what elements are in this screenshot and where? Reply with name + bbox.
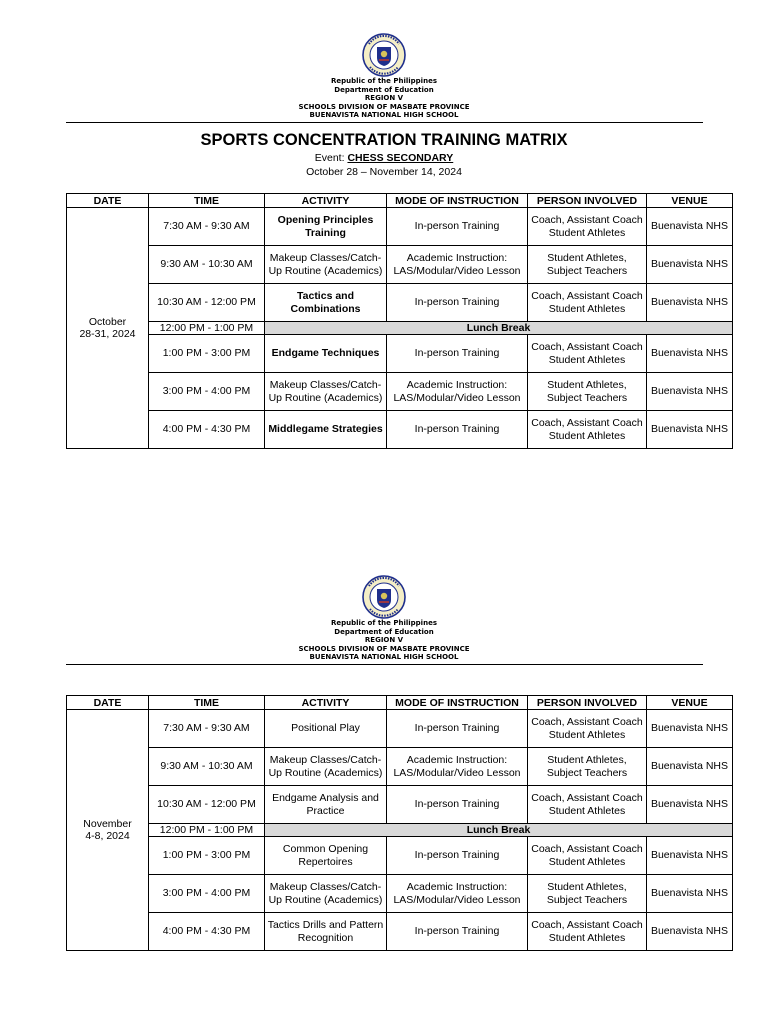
- table-row: [67, 748, 733, 786]
- column-header-time: TIME: [149, 194, 265, 208]
- activity-cell: Makeup Classes/Catch-Up Routine (Academics): [265, 748, 387, 786]
- venue-cell: Buenavista NHS: [647, 373, 733, 411]
- column-header-date: DATE: [67, 696, 149, 710]
- column-header-mode: MODE OF INSTRUCTION: [387, 194, 528, 208]
- time-cell: 1:00 PM - 3:00 PM: [149, 837, 265, 875]
- persons-cell: Coach, Assistant Coach Student Athletes: [528, 284, 647, 322]
- letterhead-line: Department of Education: [334, 85, 434, 94]
- letterhead-line: Republic of the Philippines: [331, 619, 437, 627]
- venue-cell: Buenavista NHS: [647, 913, 733, 951]
- event-label: Event:: [314, 152, 345, 164]
- mode-cell: In-person Training: [387, 208, 528, 246]
- table-row: [67, 246, 733, 284]
- date-line: 4-8, 2024: [85, 830, 130, 842]
- date-cell: [67, 208, 149, 449]
- activity-cell: Positional Play: [265, 710, 387, 748]
- time-cell: 1:00 PM - 3:00 PM: [149, 335, 265, 373]
- mode-cell: In-person Training: [387, 284, 528, 322]
- time-cell: 7:30 AM - 9:30 AM: [149, 208, 265, 246]
- column-header-persons: PERSON INVOLVED: [528, 696, 647, 710]
- mode-cell: In-person Training: [387, 837, 528, 875]
- mode-cell: In-person Training: [387, 710, 528, 748]
- column-header-venue: VENUE: [647, 696, 733, 710]
- letterhead-line: REGION V: [364, 636, 404, 644]
- column-header-activity: ACTIVITY: [265, 194, 387, 208]
- mode-cell: Academic Instruction: LAS/Modular/Video Lesson: [387, 748, 528, 786]
- activity-cell: Makeup Classes/Catch-Up Routine (Academics): [265, 373, 387, 411]
- letterhead-lines: [0, 77, 768, 120]
- training-matrix-table: [66, 193, 733, 449]
- table-row: [67, 208, 733, 246]
- deped-seal-icon: [360, 574, 408, 620]
- header-divider: [66, 664, 703, 665]
- persons-cell: Coach, Assistant Coach Student Athletes: [528, 710, 647, 748]
- table-row: [67, 373, 733, 411]
- table-row: [67, 335, 733, 373]
- table-row: [67, 710, 733, 748]
- venue-cell: Buenavista NHS: [647, 284, 733, 322]
- letterhead-lines: [0, 619, 768, 662]
- time-cell: 12:00 PM - 1:00 PM: [149, 824, 265, 837]
- mode-cell: Academic Instruction: LAS/Modular/Video Lesson: [387, 875, 528, 913]
- header-divider: [66, 122, 703, 123]
- training-matrix-table: [66, 695, 733, 951]
- persons-cell: Coach, Assistant Coach Student Athletes: [528, 335, 647, 373]
- mode-cell: Academic Instruction: LAS/Modular/Video Lesson: [387, 246, 528, 284]
- date-line: 28-31, 2024: [79, 328, 136, 340]
- persons-cell: Coach, Assistant Coach Student Athletes: [528, 837, 647, 875]
- table-row: [67, 837, 733, 875]
- lunch-break-cell: Lunch Break: [265, 824, 733, 837]
- venue-cell: Buenavista NHS: [647, 875, 733, 913]
- page-title: SPORTS CONCENTRATION TRAINING MATRIX: [200, 131, 568, 149]
- letterhead-line: Republic of the Philippines: [331, 77, 437, 85]
- venue-cell: Buenavista NHS: [647, 837, 733, 875]
- mode-cell: In-person Training: [387, 411, 528, 449]
- venue-cell: Buenavista NHS: [647, 246, 733, 284]
- persons-cell: Student Athletes, Subject Teachers: [528, 875, 647, 913]
- table-row: [67, 284, 733, 322]
- time-cell: 7:30 AM - 9:30 AM: [149, 710, 265, 748]
- time-cell: 4:00 PM - 4:30 PM: [149, 913, 265, 951]
- venue-cell: Buenavista NHS: [647, 208, 733, 246]
- persons-cell: Student Athletes, Subject Teachers: [528, 246, 647, 284]
- venue-cell: Buenavista NHS: [647, 748, 733, 786]
- table-row: [67, 411, 733, 449]
- table-row: [67, 875, 733, 913]
- persons-cell: Coach, Assistant Coach Student Athletes: [528, 411, 647, 449]
- persons-cell: Coach, Assistant Coach Student Athletes: [528, 208, 647, 246]
- activity-cell: Makeup Classes/Catch-Up Routine (Academics): [265, 875, 387, 913]
- table-header-row: [67, 194, 733, 208]
- activity-cell: Middlegame Strategies: [265, 411, 387, 449]
- activity-cell: Endgame Analysis and Practice: [265, 786, 387, 824]
- activity-cell: Makeup Classes/Catch-Up Routine (Academics): [265, 246, 387, 284]
- mode-cell: Academic Instruction: LAS/Modular/Video Lesson: [387, 373, 528, 411]
- table-row: [67, 913, 733, 951]
- column-header-mode: MODE OF INSTRUCTION: [387, 696, 528, 710]
- time-cell: 9:30 AM - 10:30 AM: [149, 246, 265, 284]
- persons-cell: Student Athletes, Subject Teachers: [528, 748, 647, 786]
- time-cell: 3:00 PM - 4:00 PM: [149, 373, 265, 411]
- mode-cell: In-person Training: [387, 913, 528, 951]
- deped-seal-icon: [360, 32, 408, 78]
- letterhead-line: BUENAVISTA NATIONAL HIGH SCHOOL: [309, 111, 459, 119]
- time-cell: 4:00 PM - 4:30 PM: [149, 411, 265, 449]
- time-cell: 10:30 AM - 12:00 PM: [149, 284, 265, 322]
- column-header-date: DATE: [67, 194, 149, 208]
- lunch-break-cell: Lunch Break: [265, 322, 733, 335]
- date-line: October: [88, 315, 127, 328]
- lunch-row: [67, 322, 733, 335]
- column-header-venue: VENUE: [647, 194, 733, 208]
- letterhead-1: [0, 32, 768, 120]
- date-cell: [67, 710, 149, 951]
- lunch-row: [67, 824, 733, 837]
- table-row: [67, 786, 733, 824]
- letterhead-line: SCHOOLS DIVISION OF MASBATE PROVINCE: [298, 644, 470, 653]
- date-range: October 28 – November 14, 2024: [306, 166, 462, 178]
- letterhead-line: Department of Education: [334, 627, 434, 636]
- letterhead-2: [0, 574, 768, 662]
- date-line: November: [83, 817, 132, 830]
- persons-cell: Coach, Assistant Coach Student Athletes: [528, 913, 647, 951]
- activity-cell: Opening Principles Training: [265, 208, 387, 246]
- time-cell: 12:00 PM - 1:00 PM: [149, 322, 265, 335]
- persons-cell: Student Athletes, Subject Teachers: [528, 373, 647, 411]
- event-line: [0, 152, 768, 164]
- venue-cell: Buenavista NHS: [647, 411, 733, 449]
- activity-cell: Tactics and Combinations: [265, 284, 387, 322]
- activity-cell: Endgame Techniques: [265, 335, 387, 373]
- column-header-persons: PERSON INVOLVED: [528, 194, 647, 208]
- letterhead-line: REGION V: [364, 94, 404, 102]
- column-header-time: TIME: [149, 696, 265, 710]
- event-name: CHESS SECONDARY: [347, 152, 454, 164]
- persons-cell: Coach, Assistant Coach Student Athletes: [528, 786, 647, 824]
- venue-cell: Buenavista NHS: [647, 335, 733, 373]
- venue-cell: Buenavista NHS: [647, 710, 733, 748]
- table-header-row: [67, 696, 733, 710]
- mode-cell: In-person Training: [387, 335, 528, 373]
- column-header-activity: ACTIVITY: [265, 696, 387, 710]
- letterhead-line: BUENAVISTA NATIONAL HIGH SCHOOL: [309, 653, 459, 661]
- mode-cell: In-person Training: [387, 786, 528, 824]
- activity-cell: Tactics Drills and Pattern Recognition: [265, 913, 387, 951]
- letterhead-line: SCHOOLS DIVISION OF MASBATE PROVINCE: [298, 102, 470, 111]
- activity-cell: Common Opening Repertoires: [265, 837, 387, 875]
- time-cell: 9:30 AM - 10:30 AM: [149, 748, 265, 786]
- time-cell: 3:00 PM - 4:00 PM: [149, 875, 265, 913]
- time-cell: 10:30 AM - 12:00 PM: [149, 786, 265, 824]
- venue-cell: Buenavista NHS: [647, 786, 733, 824]
